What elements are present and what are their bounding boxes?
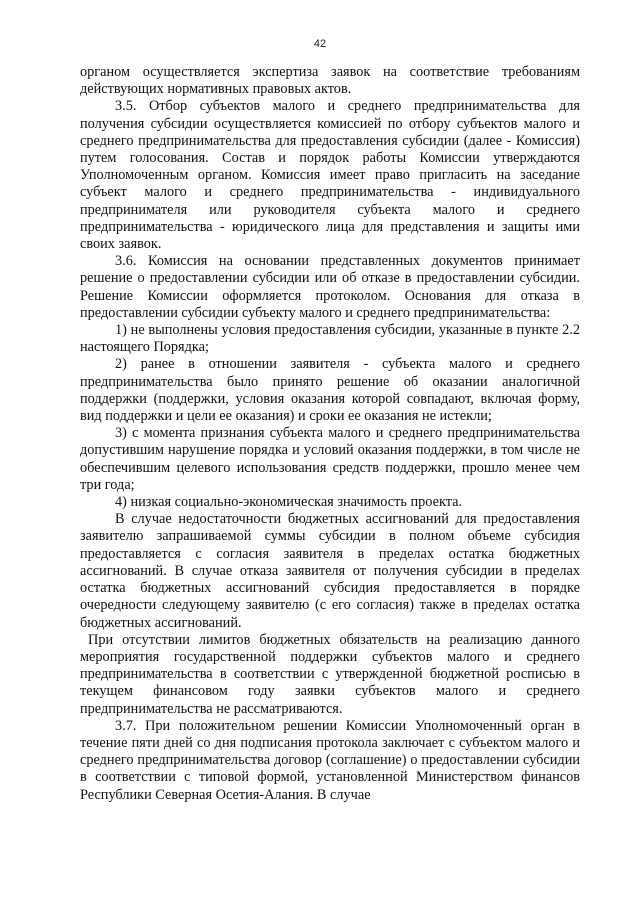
list-item-1: 1) не выполнены условия предоставления субсидии, указанные в пункте 2.2 настоящего Порядка; bbox=[80, 322, 580, 356]
paragraph-expertise-continuation: органом осуществляется экспертиза заявок на соответствие требованиям действующих нормативных правовых актов. bbox=[80, 64, 580, 98]
list-item-2: 2) ранее в отношении заявителя - субъекта малого и среднего предпринимательства было принято решение об оказании аналогичной поддержки (поддержки, условия оказания которой совпадают, включая форму, вид поддержки и цели ее оказания) и сроки ее оказания не истекли; bbox=[80, 356, 580, 425]
list-item-4: 4) низкая социально-экономическая значимость проекта. bbox=[115, 494, 463, 511]
page-number: 42 bbox=[313, 38, 327, 50]
document-body bbox=[80, 64, 580, 804]
paragraph-budget-shortage: В случае недостаточности бюджетных ассигнований для предоставления заявителю запрашиваемой суммы субсидии в полном объеме субсидия предоставляется с согласия заявителя в пределах остатка бюджетных ассигнований. В случае отказа заявителя от получения субсидии в пределах остатка бюджетных ассигнований субсидия предоставляется в порядке очередности следующему заявителю (с его согласия) также в пределах остатка бюджетных ассигнований. bbox=[80, 511, 580, 631]
paragraph-no-limits: При отсутствии лимитов бюджетных обязательств на реализацию данного мероприятия государственной поддержки субъектов малого и среднего предпринимательства в соответствии с утвержденной бюджетной росписью в текущем финансовом году заявки субъектов малого и среднего предпринимательства не рассматриваются. bbox=[80, 631, 580, 717]
paragraph-3-6: 3.6. Комиссия на основании представленных документов принимает решение о предоставлении субсидии или об отказе в предоставлении субсидии. Решение Комиссии оформляется протоколом. Основания для отказа в предоставлении субсидии субъекту малого и среднего предпринимательства: bbox=[80, 253, 580, 321]
paragraph-3-7: 3.7. При положительном решении Комиссии Уполномоченный орган в течение пяти дней со дня подписания протокола заключает с субъектом малого и среднего предпринимательства договор (соглашение) о предоставлении субсидии в соответствии с типовой формой, установленной Министерством финансов Республики Северная Осетия-Алания. В случае bbox=[80, 717, 580, 803]
paragraph-3-5: 3.5. Отбор субъектов малого и среднего предпринимательства для получения субсидии осуществляется комиссией по отбору субъектов малого и среднего предпринимательства для предоставления субсидии (далее - Комиссия) путем голосования. Состав и порядок работы Комиссии утверждаются Уполномоченным органом. Комиссия имеет право пригласить на заседание субъект малого и среднего предпринимательства - индивидуального предпринимателя или руководителя субъекта малого и среднего предпринимательства - юридического лица для представления и защиты ими своих заявок. bbox=[80, 98, 580, 253]
list-item-3: 3) с момента признания субъекта малого и среднего предпринимательства допустившим нарушение порядка и условий оказания поддержки, в том числе не обеспечившим целевого использования средств поддержки, прошло менее чем три года; bbox=[80, 425, 580, 493]
